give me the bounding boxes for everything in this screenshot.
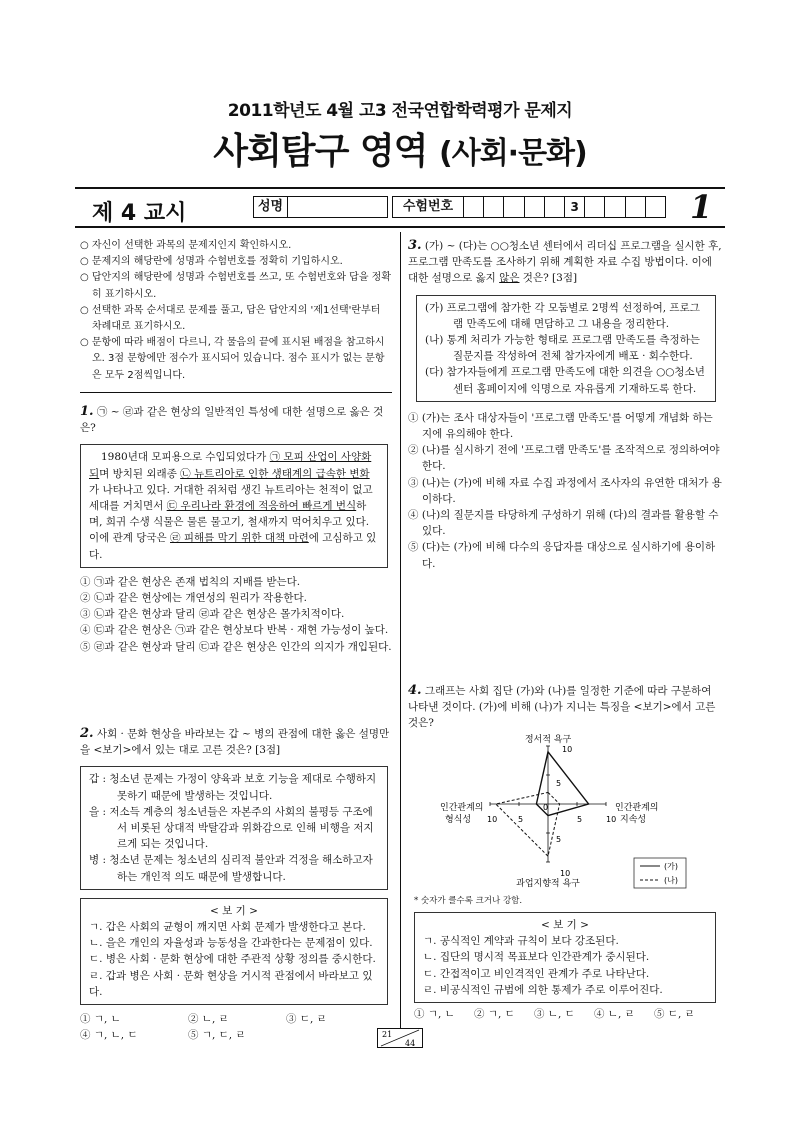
number-cell[interactable] (504, 197, 524, 217)
q1-seg: 며 방치된 외래종 (99, 467, 181, 480)
series-na (496, 792, 560, 856)
question-2 (80, 726, 395, 1043)
q2-bogi-title: < 보 기 > (210, 904, 258, 917)
tick-top-10: 10 (562, 745, 573, 754)
q2-option[interactable]: ⑤ ㄱ, ㄷ, ㄹ (188, 1029, 246, 1042)
axis-label-right-2: 지속성 (620, 815, 647, 825)
tick-top-5: 5 (556, 779, 562, 788)
instructions-rule (80, 392, 392, 393)
q2-statements (80, 766, 388, 889)
number-cell[interactable] (585, 197, 605, 217)
q4-option[interactable]: ① ㄱ, ㄴ (414, 1008, 455, 1020)
q1-seg: 하며, 희귀 수생 식물은 물론 물고기, 철새까지 먹어치우고 있다. 이에 관계 당국은 (89, 500, 370, 545)
page-number: 1 (690, 188, 713, 226)
radar-chart (430, 730, 710, 890)
q4-options (414, 1006, 724, 1022)
q2-statement: 갑 : 청소년 문제는 가정이 양육과 보호 기능을 제대로 수행하지 못하기 때문에 발생하는 것입니다. (89, 773, 377, 802)
subject-sub: (사회·문화) (439, 136, 587, 171)
q3-box (416, 295, 716, 402)
q3-stem-end: 것은? [3점] (519, 272, 578, 285)
tick-bottom-10: 10 (560, 869, 571, 878)
q2-option[interactable]: ② ㄴ, ㄹ (188, 1013, 229, 1026)
q3-option[interactable]: ② (나)를 실시하기 전에 '프로그램 만족도'를 조작적으로 정의하여야 한다. (408, 444, 720, 473)
subject-main: 사회탐구 영역 (213, 131, 428, 172)
q1-option[interactable]: ② ㉡과 같은 현상에는 개연성의 원리가 작용한다. (80, 592, 307, 605)
q4-bogi-item: ㄴ. 집단의 명시적 목표보다 인간관계가 중시된다. (423, 951, 650, 964)
q1-stem-text: ㉠ ~ ㉣과 같은 현상의 일반적인 특성에 대한 설명으로 옳은 것은? (80, 406, 384, 435)
q2-bogi-item: ㄱ. 갑은 사회의 균형이 깨지면 사회 문제가 발생한다고 본다. (89, 921, 366, 934)
q4-option[interactable]: ② ㄱ, ㄷ (474, 1008, 515, 1020)
name-field[interactable] (288, 197, 387, 217)
page-total: 44 (405, 1039, 416, 1048)
q4-bogi (414, 912, 716, 1003)
q4-bogi-item: ㄹ. 비공식적인 규범에 의한 통제가 주로 이루어진다. (423, 983, 663, 996)
number-cell[interactable] (484, 197, 504, 217)
q4-bogi-title: < 보 기 > (541, 919, 589, 931)
number-cell[interactable] (545, 197, 565, 217)
q4-option[interactable]: ③ ㄴ, ㄷ (534, 1008, 575, 1020)
q2-stem-text: 사회 · 문화 현상을 바라보는 갑 ~ 병의 관점에 대한 옳은 설명만을 <보기>에서 있는 대로 고른 것은? [3점] (80, 728, 390, 757)
q1-option[interactable]: ③ ㉡과 같은 현상과 달리 ㉣과 같은 현상은 몰가치적이다. (80, 608, 345, 621)
q3-option[interactable]: ① (가)는 조사 대상자들이 '프로그램 만족도'를 어떻게 개념화 하는지에 유의해야 한다. (408, 411, 713, 441)
instruction-item: ○ 자신이 선택한 과목의 문제지인지 확인하시오. (80, 240, 292, 251)
q2-option[interactable]: ③ ㄷ, ㄹ (286, 1013, 327, 1026)
tick-left-5: 5 (518, 815, 524, 824)
exam-number-box[interactable] (392, 196, 666, 218)
q2-stem (80, 726, 395, 758)
q1-passage (80, 444, 388, 567)
number-label: 수험번호 (393, 197, 464, 217)
axis-label-left-1: 인간관계의 (440, 803, 484, 813)
q2-statement: 을 : 저소득 계층의 청소년들은 자본주의 사회의 불평등 구조에서 비롯된 상대적 박탈감과 위화감으로 인해 비행을 저지르게 되는 것입니다. (89, 805, 374, 851)
name-label: 성명 (254, 197, 288, 217)
q3-options (408, 410, 722, 572)
number-cell[interactable] (626, 197, 646, 217)
q1-seg: 가 나타나고 있다. 거대한 쥐처럼 생긴 뉴트리아는 천적이 없고 세대를 거치면서 (89, 483, 373, 513)
axis-label-left-2: 형식성 (445, 815, 472, 825)
axis-label-top: 정서적 욕구 (524, 735, 572, 745)
q4-stem-text: 그래프는 사회 집단 (가)와 (나)를 일정한 기준에 따라 구분하여 나타낸 것이다. (가)에 비해 (나)가 지니는 특징을 <보기>에서 고른 것은? (408, 685, 716, 730)
instruction-item: ○ 문항에 따라 배점이 다르니, 각 물음의 끝에 표시된 배점을 참고하시오. 3점 문항에만 점수가 표시되어 있습니다. 점수 표시가 없는 문항은 모두 2점씩입니다. (80, 337, 385, 381)
number-cell[interactable] (464, 197, 484, 217)
header-rule-bottom (75, 226, 725, 228)
q2-statement: 병 : 청소년 문제는 청소년의 심리적 불안과 걱정을 해소하고자 하는 개인적 의도 때문에 발생합니다. (89, 854, 373, 883)
q4-bogi-item: ㄱ. 공식적인 계약과 규칙이 보다 강조된다. (423, 935, 619, 948)
number-cell[interactable] (605, 197, 625, 217)
chart-note: * 숫자가 클수록 크거나 강함. (414, 896, 523, 906)
q1-number: 1. (80, 404, 94, 419)
q3-stem-text: (가) ~ (다)는 ○○청소년 센터에서 리더십 프로그램을 실시한 후, 프로그램 만족도를 조사하기 위해 계획한 자료 수집 방법이다. 이에 대한 설명으로 옳지 (408, 240, 722, 285)
q3-stem (408, 238, 722, 287)
q2-bogi-item: ㄴ. 을은 개인의 자율성과 능동성을 간과한다는 문제점이 있다. (89, 937, 373, 950)
q3-stem-underline: 않은 (499, 272, 520, 285)
number-cell[interactable] (525, 197, 545, 217)
legend-label-ga: (가) (664, 862, 678, 871)
tick-center: 0 (543, 803, 549, 812)
q1-seg-c: ㉢ 우리나라 환경에 적응하여 빠르게 번식 (166, 500, 357, 513)
q4-bogi-item: ㄷ. 간접적이고 비인격적인 관계가 주로 나타난다. (423, 967, 650, 980)
name-box[interactable] (253, 196, 388, 218)
instructions (80, 238, 392, 384)
q1-option[interactable]: ① ㉠과 같은 현상은 존재 법칙의 지배를 받는다. (80, 575, 301, 588)
q4-stem (408, 683, 722, 732)
number-cell[interactable] (646, 197, 665, 217)
instruction-item: ○ 문제지의 해당란에 성명과 수험번호를 정확히 기입하시오. (80, 256, 343, 268)
q1-seg: 에 고심하고 있다. (89, 532, 377, 561)
q4-number: 4. (408, 683, 422, 698)
q2-bogi-item: ㄷ. 병은 사회 · 문화 현상에 대한 주관적 상황 정의를 중시한다. (89, 953, 376, 966)
tick-right-5: 5 (577, 815, 583, 824)
tick-bottom-5: 5 (556, 835, 562, 844)
page-count-box (377, 1028, 423, 1048)
q1-seg-b: ㉡ 뉴트리아로 인한 생태계의 급속한 변화 (180, 467, 370, 480)
q1-seg-d: ㉣ 피해를 막기 위한 대책 마련 (170, 532, 309, 545)
q3-method: (가) 프로그램에 참가한 각 모둠별로 2명씩 선정하여, 프로그램 만족도에 대해 면담하고 그 내용을 정리한다. (425, 301, 700, 330)
q1-stem (80, 404, 395, 436)
q2-option[interactable]: ① ㄱ, ㄴ (80, 1013, 121, 1026)
column-divider (400, 232, 401, 1032)
q4-option[interactable]: ④ ㄴ, ㄹ (594, 1008, 635, 1020)
q1-seg: 1980년대 모피용으로 수입되었다가 (101, 451, 270, 464)
period-label: 제 4 교시 (92, 201, 187, 226)
page-current: 21 (382, 1030, 393, 1039)
legend-label-na: (나) (664, 876, 678, 885)
q2-number: 2. (80, 726, 94, 741)
chart-legend (634, 858, 686, 888)
question-4 (408, 683, 722, 732)
exam-title: 2011학년도 4월 고3 전국연합학력평가 문제지 (227, 101, 573, 121)
q3-number: 3. (408, 238, 422, 253)
q2-bogi (80, 898, 388, 1005)
q3-method: (나) 통계 처리가 가능한 형태로 프로그램 만족도를 측정하는 질문지를 작성하여 전체 참가자에게 배포 · 회수한다. (425, 334, 700, 363)
q3-option[interactable]: ④ (나)의 질문지를 타당하게 구성하기 위해 (다)의 결과를 활용할 수 있다. (408, 509, 719, 538)
question-1 (80, 404, 395, 655)
tick-left-10: 10 (487, 815, 498, 824)
instruction-item: ○ 선택한 과목 순서대로 문제를 풀고, 답은 답안지의 '제1선택'란부터 차례대로 표기하시오. (80, 304, 381, 333)
q1-seg-a: ㉠ 모피 산업이 사양화되 (89, 451, 372, 480)
q2-option[interactable]: ④ ㄱ, ㄴ, ㄷ (80, 1029, 138, 1042)
tick-right-10: 10 (606, 815, 617, 824)
number-cell-digit: 3 (565, 197, 585, 217)
axis-label-right-1: 인간관계의 (615, 803, 659, 813)
q1-option[interactable]: ⑤ ㉣과 같은 현상과 달리 ㉢과 같은 현상은 인간의 의지가 개입된다. (80, 640, 392, 653)
instruction-item: ○ 답안지의 해당란에 성명과 수험번호를 쓰고, 또 수험번호와 답을 정확히 표기하시오. (80, 272, 391, 300)
q4-option[interactable]: ⑤ ㄷ, ㄹ (654, 1008, 695, 1020)
subject-title (0, 123, 800, 174)
q3-option[interactable]: ③ (나)는 (가)에 비해 자료 수집 과정에서 조사자의 유연한 대처가 용이하다. (408, 476, 722, 505)
q2-options (80, 1011, 395, 1043)
question-3 (408, 238, 722, 572)
q1-option[interactable]: ④ ㉢과 같은 현상은 ㉠과 같은 현상보다 반복 · 재현 가능성이 높다. (80, 624, 389, 637)
axis-label-bottom: 과업지향적 욕구 (516, 879, 580, 889)
q3-method: (다) 참가자들에게 프로그램 만족도에 대한 의견을 ○○청소년 센터 홈페이지에 익명으로 자유롭게 기재하도록 한다. (425, 366, 705, 395)
q3-option[interactable]: ⑤ (다)는 (가)에 비해 다수의 응답자를 대상으로 실시하기에 용이하다. (408, 541, 716, 570)
q2-bogi-item: ㄹ. 갑과 병은 사회 · 문화 현상을 거시적 관점에서 바라보고 있다. (89, 969, 373, 998)
header-rule-top (75, 187, 725, 189)
q1-options (80, 574, 395, 655)
